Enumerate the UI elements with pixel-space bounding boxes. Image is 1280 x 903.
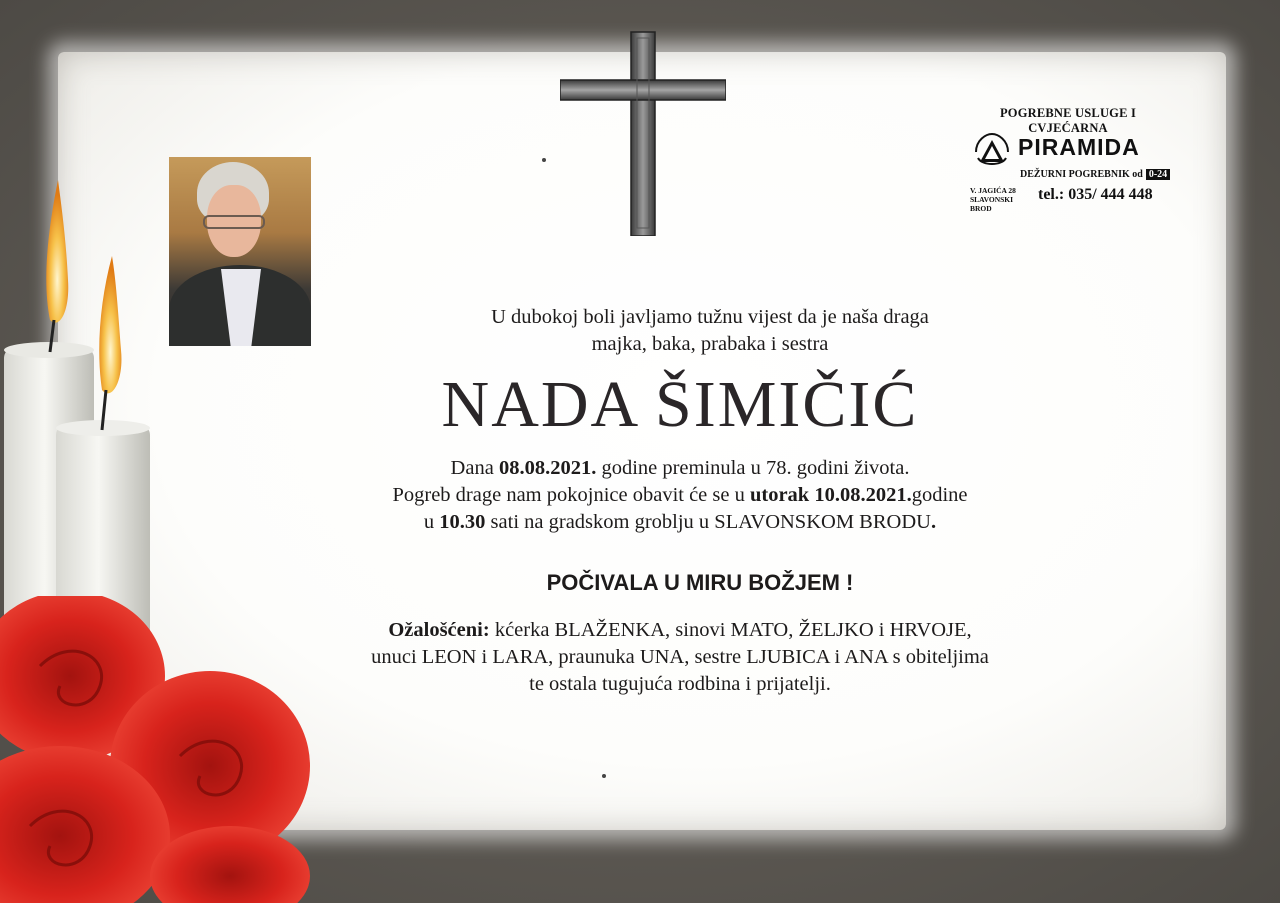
details-line-3: u 10.30 sati na gradskom groblju u SLAVONSKOM BRODU. [423,511,937,533]
death-date: 08.08.2021. [498,457,597,479]
rip-text: POČIVALA U MIRU BOŽJEM ! [546,570,854,595]
funeral-home-logo [966,106,1166,216]
mourners-line-3: te ostala tugujuća rodbina i prijatelji. [529,673,831,695]
speck [602,774,606,778]
intro-line-2: majka, baka, prabaka i sestra [591,333,829,355]
funeral-date: utorak 10.08.2021. [749,484,912,506]
candle-icon [0,170,160,650]
speck [542,158,546,162]
funeral-home-address [970,186,1030,213]
address-line-2: SLAVONSKI BROD [970,195,1014,213]
details-line-1: Dana 08.08.2021. godine preminula u 78. godini života. [450,457,910,479]
mourners-text [200,617,1160,698]
piramida-emblem-icon [972,132,1012,172]
duty-hours-badge: 0-24 [1146,169,1170,180]
duty-label: DEŽURNI POGREBNIK od [1020,169,1143,180]
funeral-home-phone: tel.: 035/ 444 448 [1038,186,1153,203]
intro-text [380,304,1040,358]
funeral-home-name: PIRAMIDA [1018,134,1140,160]
funeral-details [220,455,1140,536]
deceased-photo [169,157,311,346]
details-line-2: Pogreb drage nam pokojnice obavit će se u utorak 10.08.2021.godine [392,484,968,506]
mourners-line-2: unuci LEON i LARA, praunuka UNA, sestre LJUBICA i ANA s obiteljima [371,646,989,668]
intro-line-1: U dubokoj boli javljamo tužnu vijest da je naša draga [491,306,929,328]
mourners-label: Ožalošćeni: [388,619,490,641]
mourners-line-1: Ožalošćeni: kćerka BLAŽENKA, sinovi MATO, ŽELJKO i HRVOJE, [388,619,972,641]
duty-info [1020,169,1170,180]
cross-icon [560,30,726,236]
funeral-home-heading: POGREBNE USLUGE I CVJEĆARNA [999,106,1137,135]
address-line-1: V. JAGIĆA 28 [970,186,1016,195]
deceased-name: NADA ŠIMIČIĆ [441,368,919,441]
funeral-time: 10.30 [439,511,486,533]
